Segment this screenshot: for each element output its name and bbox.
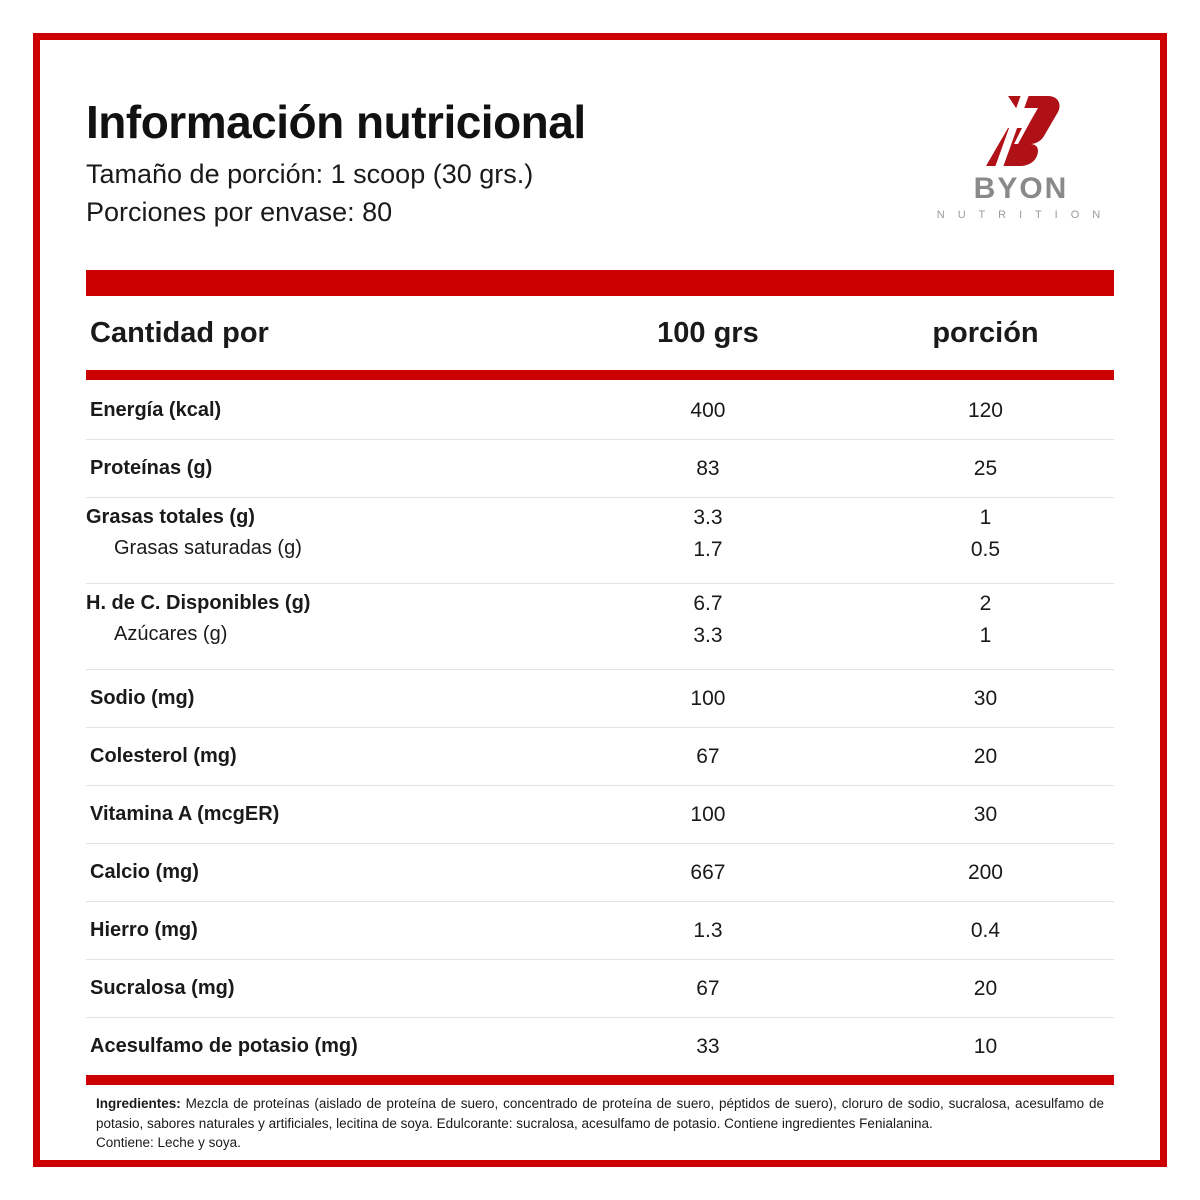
row-value-portion: 200 — [967, 860, 1003, 884]
brand-logo — [936, 92, 1106, 232]
row-value-portion: 20 — [973, 976, 998, 1000]
table-row — [86, 1018, 1114, 1075]
column-header-per-portion: porción — [932, 316, 1039, 349]
logo-tagline: N U T R I T I O N — [936, 209, 1106, 221]
ingredients-label: Ingredientes: — [96, 1096, 181, 1111]
row-sublabel: Grasas saturadas (g) — [114, 537, 302, 559]
table-row — [86, 670, 1114, 728]
row-value-portion: 30 — [973, 686, 998, 710]
allergen-text: Contiene: Leche y soya. — [96, 1135, 241, 1151]
table-row — [86, 584, 1114, 670]
row-value-portion: 30 — [973, 802, 998, 826]
page-title: Información nutricional — [86, 96, 586, 148]
row-label: Grasas totales (g) — [86, 506, 255, 528]
row-subvalue-100g: 3.3 — [693, 624, 723, 647]
row-label: Vitamina A (mcgER) — [90, 803, 280, 825]
table-top-rule — [86, 370, 1114, 380]
label-inner — [86, 70, 1114, 1151]
table-bottom-rule — [86, 1075, 1114, 1085]
table-row — [86, 382, 1114, 440]
row-label: Energía (kcal) — [90, 399, 222, 421]
row-sublabel: Azúcares (g) — [114, 623, 228, 645]
row-label: Proteínas (g) — [90, 457, 213, 479]
header-accent-bar — [86, 270, 1114, 296]
row-value-portion: 120 — [967, 398, 1003, 422]
logo-b-icon — [936, 92, 1106, 170]
row-value-100g: 1.3 — [693, 918, 723, 942]
serving-size-text: Tamaño de porción: 1 scoop (30 grs.) — [86, 159, 534, 190]
row-label: Hierro (mg) — [90, 919, 198, 941]
table-row — [86, 844, 1114, 902]
row-label: H. de C. Disponibles (g) — [86, 592, 311, 614]
table-row — [86, 960, 1114, 1018]
table-row — [86, 786, 1114, 844]
row-value-100g: 100 — [690, 802, 726, 826]
table-row — [86, 902, 1114, 960]
row-label: Calcio (mg) — [90, 861, 199, 883]
row-value-portion: 25 — [973, 456, 998, 480]
row-label: Acesulfamo de potasio (mg) — [90, 1035, 358, 1057]
row-value-100g: 100 — [690, 686, 726, 710]
row-value-100g: 83 — [696, 456, 720, 480]
table-row — [86, 498, 1114, 584]
row-label: Colesterol (mg) — [90, 745, 237, 767]
ingredients-text: Mezcla de proteínas (aislado de proteína de suero, concentrado de proteína de suero, péptidos de suero), cloruro de sodio, sucralosa, acesulfamo de potasio, sabores naturales y artificiales, lecitina de soya. Edulcorante: sucralosa, acesulfamo de potasio. Contiene ingredientes Fenialanina. — [96, 1096, 1104, 1131]
servings-per-container-text: Porciones por envase: 80 — [86, 196, 393, 227]
row-value-portion: 1 — [979, 506, 992, 529]
label-header — [86, 70, 1114, 262]
column-header-label: Cantidad por — [90, 316, 269, 349]
row-value-portion: 20 — [973, 744, 998, 768]
nutrition-table-body — [86, 382, 1114, 1075]
row-value-100g: 67 — [696, 976, 720, 1000]
row-value-100g: 33 — [696, 1034, 720, 1058]
row-value-100g: 67 — [696, 744, 720, 768]
row-value-portion: 0.4 — [970, 918, 1001, 942]
row-value-100g: 667 — [690, 860, 726, 884]
row-value-portion: 10 — [973, 1034, 998, 1058]
row-label: Sucralosa (mg) — [90, 977, 235, 999]
table-row — [86, 440, 1114, 498]
row-subvalue-portion: 0.5 — [970, 538, 1001, 561]
row-subvalue-100g: 1.7 — [693, 538, 723, 561]
row-value-100g: 3.3 — [693, 506, 723, 529]
row-value-100g: 6.7 — [693, 592, 723, 615]
nutrition-label-card — [33, 33, 1167, 1167]
row-subvalue-portion: 1 — [979, 624, 992, 647]
column-header-per-100g: 100 grs — [657, 316, 759, 349]
row-value-100g: 400 — [690, 398, 726, 422]
row-label: Sodio (mg) — [90, 687, 195, 709]
logo-wordmark: BYON — [973, 172, 1069, 205]
row-value-portion: 2 — [979, 592, 992, 615]
ingredients-block — [86, 1085, 1114, 1153]
table-column-headers — [86, 296, 1114, 370]
table-row — [86, 728, 1114, 786]
